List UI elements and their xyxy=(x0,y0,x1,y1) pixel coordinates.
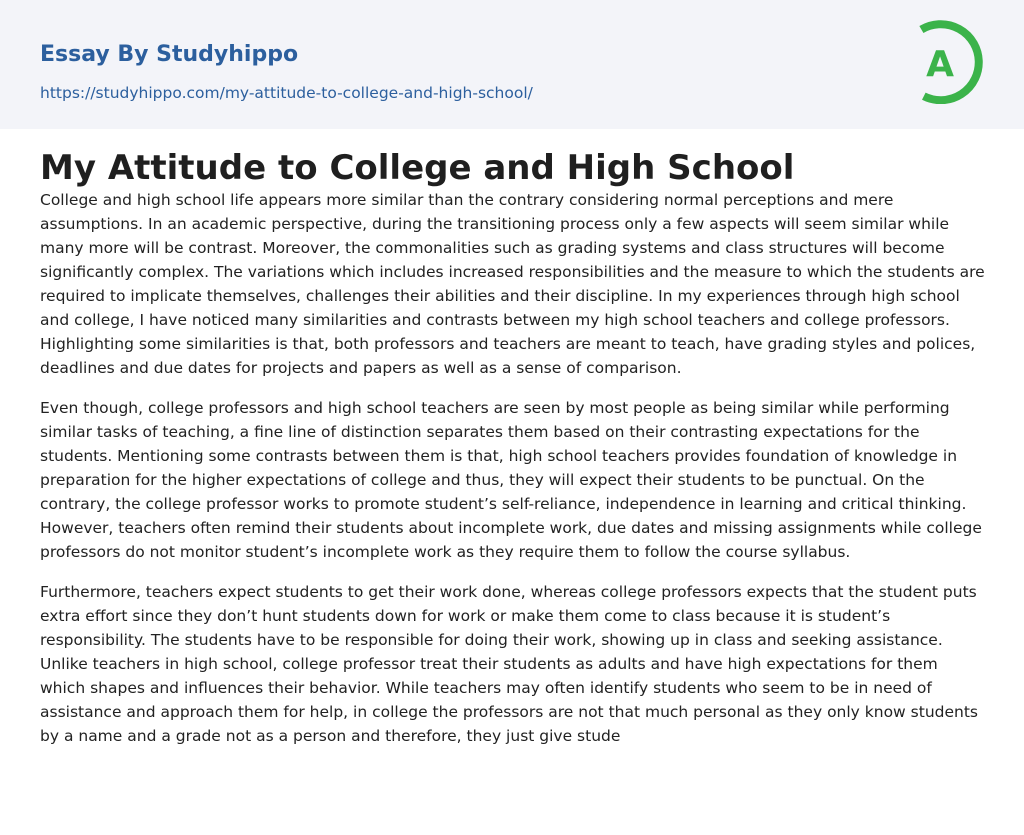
essay-paragraph: Furthermore, teachers expect students to get their work done, whereas college professors expects that the student puts extra effort since they don’t hunt students down for work or make them come to class because it is student’s responsibility. The students have to be responsible for doing their work, showing up in class and seeking assistance. Unlike teachers in high school, college professor treat their students as adults and have high expectations for them which shapes and influences their behavior. While teachers may often identify students who seem to be in need of assistance and approach them for help, in college the professors are not that much personal as they only know students by a name and a grade not as a person and therefore, they just give stude xyxy=(40,583,978,745)
studyhippo-logo-icon[interactable] xyxy=(898,20,986,104)
logo-letter: A xyxy=(926,44,954,85)
essay-content xyxy=(40,148,985,764)
essay-paragraph: Even though, college professors and high school teachers are seen by most people as being similar while performing similar tasks of teaching, a fine line of distinction separates them based on their contrasting expectations for the students. Mentioning some contrasts between them is that, high school teachers provides foundation of knowledge in preparation for the higher expectations of college and thus, they will expect their students to be punctual. On the contrary, the college professor works to promote student’s self-reliance, independence in learning and critical thinking. However, teachers often remind their students about incomplete work, due dates and missing assignments while college professors do not monitor student’s incomplete work as they require them to follow the course syllabus. xyxy=(40,399,982,561)
essay-url-link[interactable]: https://studyhippo.com/my-attitude-to-college-and-high-school/ xyxy=(40,84,533,102)
page-header xyxy=(0,0,1024,129)
brand-title[interactable]: Essay By Studyhippo xyxy=(40,42,299,67)
essay-title: My Attitude to College and High School xyxy=(40,148,795,188)
essay-paragraph: College and high school life appears more similar than the contrary considering normal perceptions and mere assumptions. In an academic perspective, during the transitioning process only a few aspects will seem similar while many more will be contrast. Moreover, the commonalities such as grading systems and class structures will become significantly complex. The variations which includes increased responsibilities and the measure to which the students are required to implicate themselves, challenges their abilities and their discipline. In my experiences through high school and college, I have noticed many similarities and contrasts between my high school teachers and college professors. Highlighting some similarities is that, both professors and teachers are meant to teach, have grading styles and polices, deadlines and due dates for projects and papers as well as a sense of comparison. xyxy=(40,191,985,377)
